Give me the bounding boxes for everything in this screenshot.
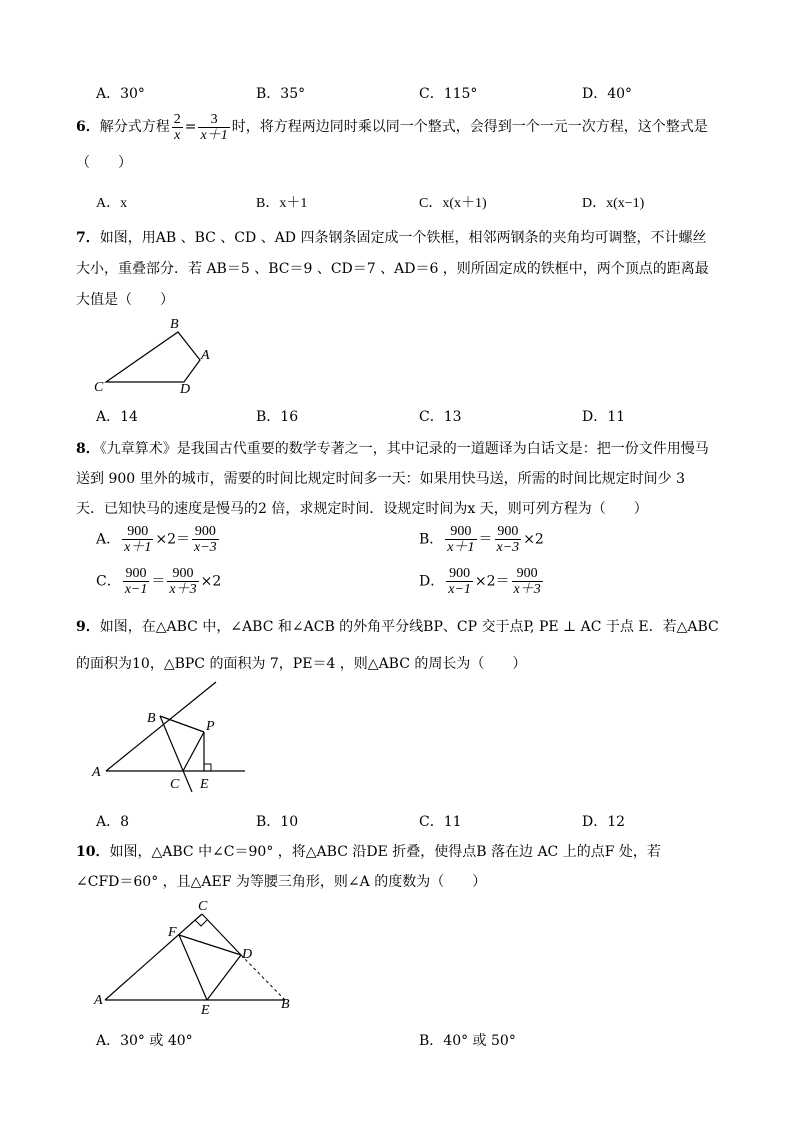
q8-option-b [419,524,544,555]
q8-b-tail: ×2 [523,531,544,548]
q9-label-p: P [206,719,215,734]
q8-b-frac2: $\frac{900}{x-3}$ [496,524,520,555]
q8-d-op: ×2＝ [474,573,510,590]
q8-c-frac2: $\frac{900}{x+3}$ [169,566,197,597]
q7-line1 [76,228,706,248]
q6-option-b: B．x＋1 [256,196,308,211]
q7-label-b: B [170,317,179,332]
q7-option-d: D．11 [582,409,626,425]
q9-line-ab-extended [106,682,216,771]
q7-label-a: A [201,348,210,363]
q6-text-b: 时，将方程两边同时乘以同一个整式，会得到一个一元一次方程，这个整式是 [231,119,708,135]
q8-line2: 送到 900 里外的城市，需要的时间比规定时间多一天：如果用快马送，所需的时间比规定时间少 3 [76,471,685,487]
q8-c-op: ＝ [151,573,166,590]
q10-option-a: A．30° 或 40° [96,1033,193,1049]
q5-option-d: D．40° [582,86,633,102]
q6-number: 6． [76,119,100,135]
q9-label-b: B [147,711,156,726]
q10-text-1: 如图，△ABC 中∠C＝90° ，将△ABC 沿DE 折叠，使得点B 落在边 AC 上的点F 处，若 [109,844,661,860]
q8-option-d [419,566,545,597]
q10-label-a: A [94,993,103,1008]
q10-line-ac [105,914,202,1000]
q10-label-c: C [198,899,208,914]
q9-line2: 的面积为10，△BPC 的面积为 7，PE＝4 ，则△ABC 的周长为（ ） [76,656,527,672]
q10-line2: ∠CFD＝60° ，且△AEF 为等腰三角形，则∠A 的度数为（ ） [76,874,487,890]
q7-line3: 大值是（ ） [76,292,174,308]
q9-text-1: 如图，在△ABC 中，∠ABC 和∠ACB 的外角平分线BP、CP 交于点P, PE ⊥ AC 于点 E．若△ABC [99,619,719,635]
q7-quad-shape [106,332,200,382]
q8-c-tail: ×2 [200,573,222,590]
q7-option-a: A．14 [96,409,138,425]
q7-option-c: C．13 [419,409,462,425]
q6-option-a: A．x [96,196,128,211]
q9-line1 [76,617,719,637]
q8-number: 8． [76,441,100,457]
q10-label-f: F [168,925,177,940]
q6-fraction-right: $\frac{3}{x+1}$ [200,111,228,143]
q10-number: 10． [76,844,110,860]
q8-option-b-label: B． [419,531,444,548]
q5-option-c: C．115° [419,86,478,102]
q8-option-a [96,524,221,555]
q10-triangle-figure [88,898,303,1020]
q6-fraction-left: $\frac{2}{x}$ [173,111,181,143]
q5-option-a: A．30° [96,86,145,102]
q9-number: 9． [76,619,100,635]
q8-a-frac1: $\frac{900}{x+1}$ [124,524,152,555]
q7-option-b: B．16 [256,409,299,425]
q8-b-op: ＝ [478,531,493,548]
q9-option-c: C．11 [419,814,462,830]
q10-right-angle-mark [195,920,207,926]
q9-line-cp [183,732,204,771]
q9-right-angle-mark [204,764,211,771]
q10-label-e: E [201,1003,210,1018]
q8-line1 [76,439,709,459]
q8-option-a-label: A． [96,531,121,548]
q8-a-frac2: $\frac{900}{x-3}$ [193,524,217,555]
q8-option-c-label: C． [96,573,121,590]
q9-option-d: D．12 [582,814,626,830]
q8-b-frac1: $\frac{900}{x+1}$ [447,524,475,555]
q8-a-op: ×2＝ [155,531,190,548]
q8-d-frac1: $\frac{900}{x-1}$ [448,566,471,597]
q8-option-c [96,566,221,597]
q5-option-b: B．35° [256,86,306,102]
q9-label-c: C [170,777,180,792]
q7-label-c: C [94,380,104,395]
q9-label-a: A [92,765,101,780]
q10-line1 [76,842,661,862]
q10-line-fe [179,935,207,1000]
q8-option-d-label: D． [419,573,445,590]
q8-line3: 天．已知快马的速度是慢马的2 倍，求规定时间．设规定时间为x 天，则可列方程为（ ） [76,501,648,517]
q6-option-d: D．x(x−1) [582,196,645,211]
q8-c-frac1: $\frac{900}{x-1}$ [124,566,148,597]
q9-line-bp [160,716,204,732]
q10-line-de [207,955,241,1000]
q10-label-b: B [281,997,290,1012]
q9-option-a: A．8 [96,814,130,830]
q7-text-1: 如图，用AB 、BC 、CD 、AD 四条钢条固定成一个铁框，相邻两钢条的夹角均可调整，不计螺丝 [99,230,707,246]
q10-option-b: B．40° 或 50° [419,1033,516,1049]
q6-text-a: 解分式方程 [99,119,170,135]
q7-number: 7． [76,230,100,246]
q7-quadrilateral-figure [88,312,228,398]
q8-d-frac2: $\frac{900}{x+3}$ [513,566,541,597]
q9-label-e: E [200,777,209,792]
q6-option-c: C．x(x＋1) [419,196,487,211]
q8-text-1: 《九章算术》是我国古代重要的数学专著之一，其中记录的一道题译为白话文是：把一份文件用慢马 [99,441,709,457]
q6-stem: 6．解分式方程 $\frac{2}{x}$ = $\frac{3}{x+1}$ 时，将方程两边同时乘以同一个整式，会得到一个一元一次方程，这个整式是 [76,111,708,143]
q7-line2: 大小，重叠部分．若 AB＝5 、BC＝9 、CD＝7 、AD＝6 ，则所固定成的铁框中，两个顶点的距离最 [76,261,709,277]
q6-paren: （ ） [76,155,132,171]
q7-label-d: D [180,382,191,397]
q10-label-d: D [242,947,253,962]
q9-triangle-figure [88,680,258,795]
q9-option-b: B．10 [256,814,299,830]
